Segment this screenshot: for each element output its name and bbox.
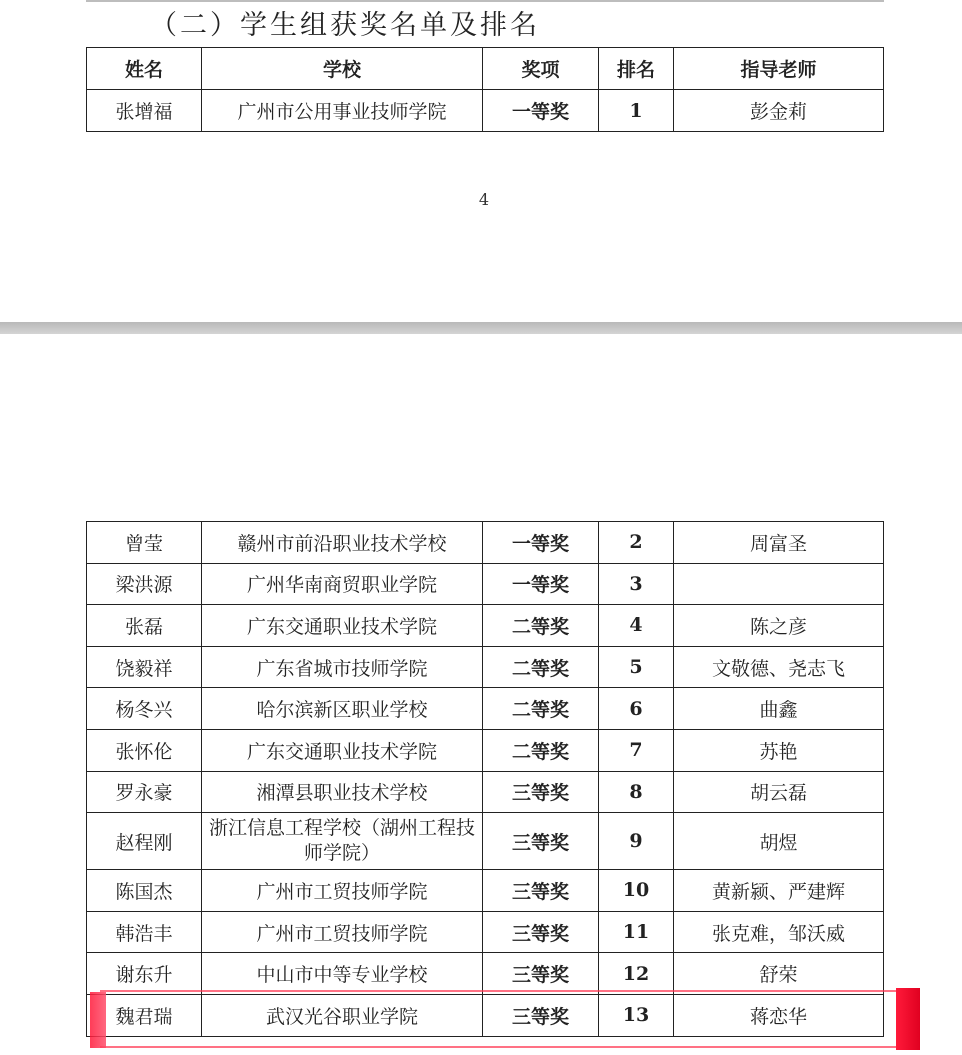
cell-award: 一等奖 — [483, 563, 599, 605]
table-row — [87, 911, 884, 953]
table-header-row — [87, 48, 884, 90]
cell-name: 张增福 — [87, 90, 202, 132]
header-school: 学校 — [202, 48, 483, 90]
table-row — [87, 729, 884, 771]
cell-rank: 1 — [599, 90, 674, 132]
cell-name: 梁洪源 — [87, 563, 202, 605]
cell-teacher: 蒋恋华 — [674, 994, 884, 1036]
header-name: 姓名 — [87, 48, 202, 90]
cell-school: 广州市公用事业技师学院 — [202, 90, 483, 132]
cell-rank: 4 — [599, 605, 674, 647]
cell-rank: 7 — [599, 729, 674, 771]
cell-rank: 6 — [599, 688, 674, 730]
cell-name: 饶毅祥 — [87, 646, 202, 688]
cell-award: 二等奖 — [483, 605, 599, 647]
cell-teacher: 胡云磊 — [674, 771, 884, 813]
cell-rank: 12 — [599, 953, 674, 995]
page-number: 4 — [478, 190, 490, 209]
table-row — [87, 953, 884, 995]
table-row — [87, 646, 884, 688]
table-row — [87, 90, 884, 132]
header-award: 奖项 — [483, 48, 599, 90]
cell-name: 杨冬兴 — [87, 688, 202, 730]
table-row — [87, 522, 884, 564]
cell-award: 二等奖 — [483, 646, 599, 688]
cell-award: 三等奖 — [483, 953, 599, 995]
cell-rank: 13 — [599, 994, 674, 1036]
page-separator — [0, 322, 962, 334]
highlight-mark-right — [896, 988, 920, 1050]
table-row — [87, 605, 884, 647]
cell-teacher: 苏艳 — [674, 729, 884, 771]
cell-school: 赣州市前沿职业技术学校 — [202, 522, 483, 564]
cell-teacher: 文敬德、尧志飞 — [674, 646, 884, 688]
cell-rank: 5 — [599, 646, 674, 688]
cell-teacher: 周富圣 — [674, 522, 884, 564]
cell-award: 三等奖 — [483, 771, 599, 813]
cell-school: 广东省城市技师学院 — [202, 646, 483, 688]
highlight-mark-bottom — [100, 1046, 906, 1048]
cell-name: 罗永豪 — [87, 771, 202, 813]
cell-name: 陈国杰 — [87, 870, 202, 912]
cell-name: 韩浩丰 — [87, 911, 202, 953]
cell-teacher — [674, 563, 884, 605]
cell-teacher: 张克难，邹沃威 — [674, 911, 884, 953]
cell-teacher: 舒荣 — [674, 953, 884, 995]
cell-school: 哈尔滨新区职业学校 — [202, 688, 483, 730]
cell-name: 魏君瑞 — [87, 994, 202, 1036]
table-row — [87, 994, 884, 1036]
cell-name: 曾莹 — [87, 522, 202, 564]
cell-name: 张怀伦 — [87, 729, 202, 771]
cell-name: 张磊 — [87, 605, 202, 647]
cell-school: 广州华南商贸职业学院 — [202, 563, 483, 605]
awards-table-page-4 — [86, 47, 884, 132]
cell-award: 二等奖 — [483, 688, 599, 730]
cell-name: 谢东升 — [87, 953, 202, 995]
cell-teacher: 胡煜 — [674, 813, 884, 870]
highlight-mark-left — [90, 992, 106, 1048]
awards-table-page-5 — [86, 521, 884, 1037]
cell-school: 广州市工贸技师学院 — [202, 870, 483, 912]
page-top-edge — [86, 0, 884, 2]
header-teacher: 指导老师 — [674, 48, 884, 90]
table-row — [87, 771, 884, 813]
cell-rank: 3 — [599, 563, 674, 605]
cell-teacher: 黄新颍、严建辉 — [674, 870, 884, 912]
table-row — [87, 870, 884, 912]
awards-table-body — [87, 522, 884, 1037]
header-rank: 排名 — [599, 48, 674, 90]
table-row — [87, 813, 884, 870]
cell-award: 一等奖 — [483, 90, 599, 132]
cell-school: 广州市工贸技师学院 — [202, 911, 483, 953]
cell-teacher: 陈之彦 — [674, 605, 884, 647]
cell-award: 一等奖 — [483, 522, 599, 564]
section-title: （二）学生组获奖名单及排名 — [150, 10, 540, 41]
cell-rank: 11 — [599, 911, 674, 953]
cell-rank: 8 — [599, 771, 674, 813]
cell-rank: 9 — [599, 813, 674, 870]
cell-school: 武汉光谷职业学院 — [202, 994, 483, 1036]
cell-award: 三等奖 — [483, 994, 599, 1036]
cell-rank: 10 — [599, 870, 674, 912]
cell-award: 二等奖 — [483, 729, 599, 771]
cell-teacher: 彭金莉 — [674, 90, 884, 132]
cell-award: 三等奖 — [483, 813, 599, 870]
cell-award: 三等奖 — [483, 911, 599, 953]
cell-name: 赵程刚 — [87, 813, 202, 870]
highlight-mark-top — [100, 990, 906, 992]
table-row — [87, 688, 884, 730]
cell-school: 中山市中等专业学校 — [202, 953, 483, 995]
cell-school: 广东交通职业技术学院 — [202, 729, 483, 771]
cell-teacher: 曲鑫 — [674, 688, 884, 730]
cell-rank: 2 — [599, 522, 674, 564]
cell-school: 广东交通职业技术学院 — [202, 605, 483, 647]
cell-award: 三等奖 — [483, 870, 599, 912]
cell-school: 湘潭县职业技术学校 — [202, 771, 483, 813]
cell-school: 浙江信息工程学校（湖州工程技师学院） — [202, 813, 483, 870]
table-row — [87, 563, 884, 605]
